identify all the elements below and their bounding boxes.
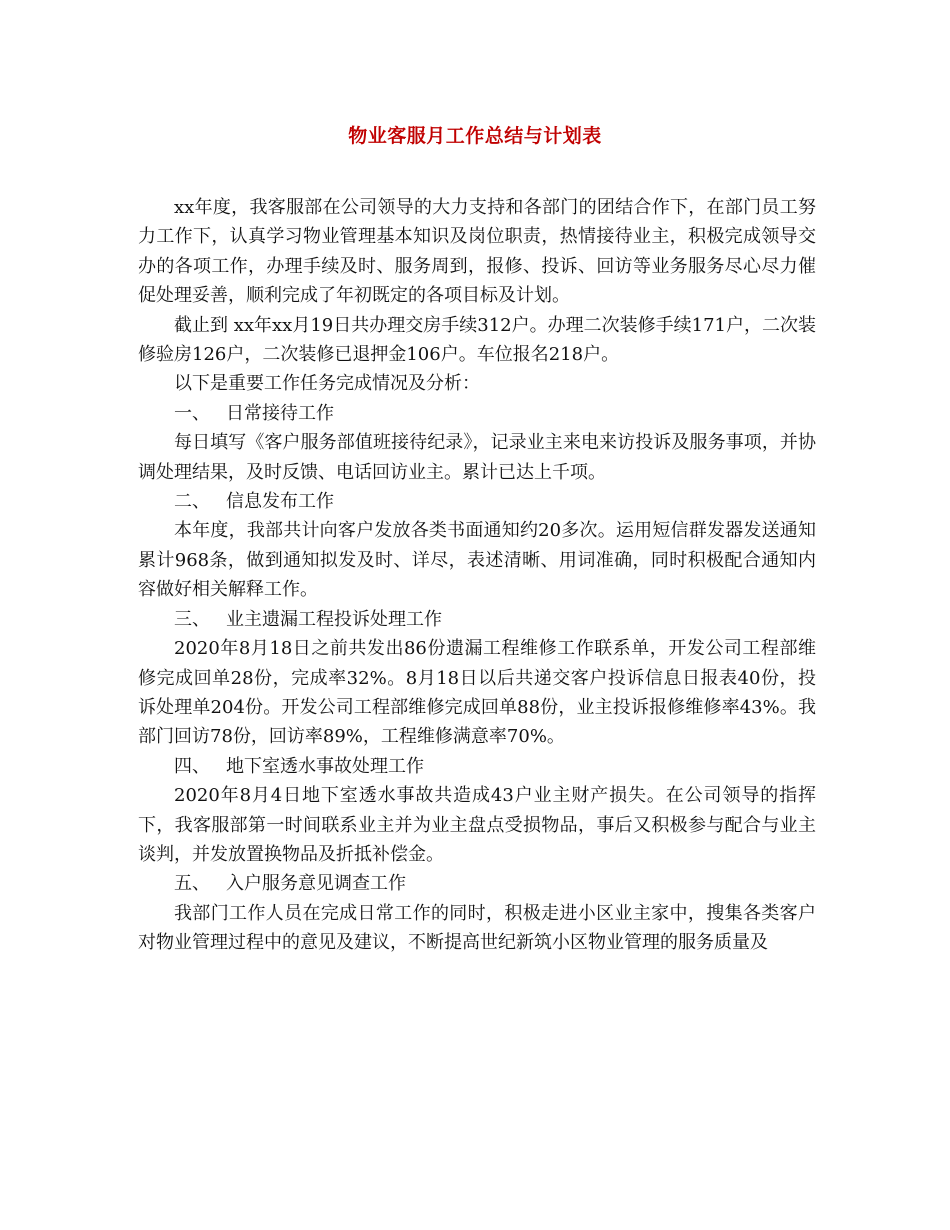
analysis-intro-paragraph: 以下是重要工作任务完成情况及分析： [174, 373, 480, 395]
section-label: 地下室透水事故处理工作 [226, 755, 424, 777]
statistics-paragraph: 截止到 xx年xx月19日共办理交房手续312户。办理二次装修手续171户，二次装修验房126户，二次装修已退押金106户。车位报名218户。 [138, 314, 816, 366]
section-3-paragraph: 2020年8月18日之前共发出86份遗漏工程维修工作联系单，开发公司工程部维修完成回单28份，完成率32%。8月18日以后共递交客户投诉信息日报表40份，投诉处理单204份。开发公司工程部维修完成回单88份，业主投诉报修维修率43%。我部门回访78份，回访率89%，工程维修满意率70%。 [138, 638, 816, 748]
section-5-paragraph: 我部门工作人员在完成日常工作的同时，积极走进小区业主家中，搜集各类客户对物业管理过程中的意见及建议，不断提高世纪新筑小区物业管理的服务质量及 [138, 902, 816, 954]
section-heading-2 [138, 487, 816, 516]
section-number: 五、 [174, 873, 210, 895]
section-2-paragraph: 本年度，我部共计向客户发放各类书面通知约20多次。运用短信群发器发送通知累计968条，做到通知拟发及时、详尽，表述清晰、用词准确，同时积极配合通知内容做好相关解释工作。 [138, 520, 816, 601]
section-number: 四、 [174, 755, 210, 777]
section-label: 信息发布工作 [226, 491, 334, 513]
section-heading-5 [138, 869, 816, 898]
intro-paragraph: xx年度，我客服部在公司领导的大力支持和各部门的团结合作下，在部门员工努力工作下，认真学习物业管理基本知识及岗位职责，热情接待业主，积极完成领导交办的各项工作，办理手续及时、服务周到，报修、投诉、回访等业务服务尽心尽力催促处理妥善，顺利完成了年初既定的各项目标及计划。 [138, 197, 816, 307]
section-label: 入户服务意见调查工作 [226, 873, 406, 895]
section-heading-1 [138, 399, 816, 428]
section-heading-4 [138, 752, 816, 781]
section-4-paragraph: 2020年8月4日地下室透水事故共造成43户业主财产损失。在公司领导的指挥下，我客服部第一时间联系业主并为业主盘点受损物品，事后又积极参与配合与业主谈判，并发放置换物品及折抵补偿金。 [138, 785, 816, 865]
section-heading-3 [138, 605, 816, 634]
document-title: 物业客服月工作总结与计划表 [348, 125, 602, 147]
section-number: 三、 [174, 608, 210, 630]
section-number: 一、 [174, 402, 210, 424]
section-number: 二、 [174, 491, 210, 513]
section-1-paragraph: 每日填写《客户服务部值班接待纪录》，记录业主来电来访投诉及服务事项，并协调处理结果，及时反馈、电话回访业主。累计已达上千项。 [138, 432, 816, 483]
document-body [138, 193, 816, 958]
section-label: 业主遗漏工程投诉处理工作 [226, 608, 442, 630]
section-label: 日常接待工作 [226, 402, 334, 424]
